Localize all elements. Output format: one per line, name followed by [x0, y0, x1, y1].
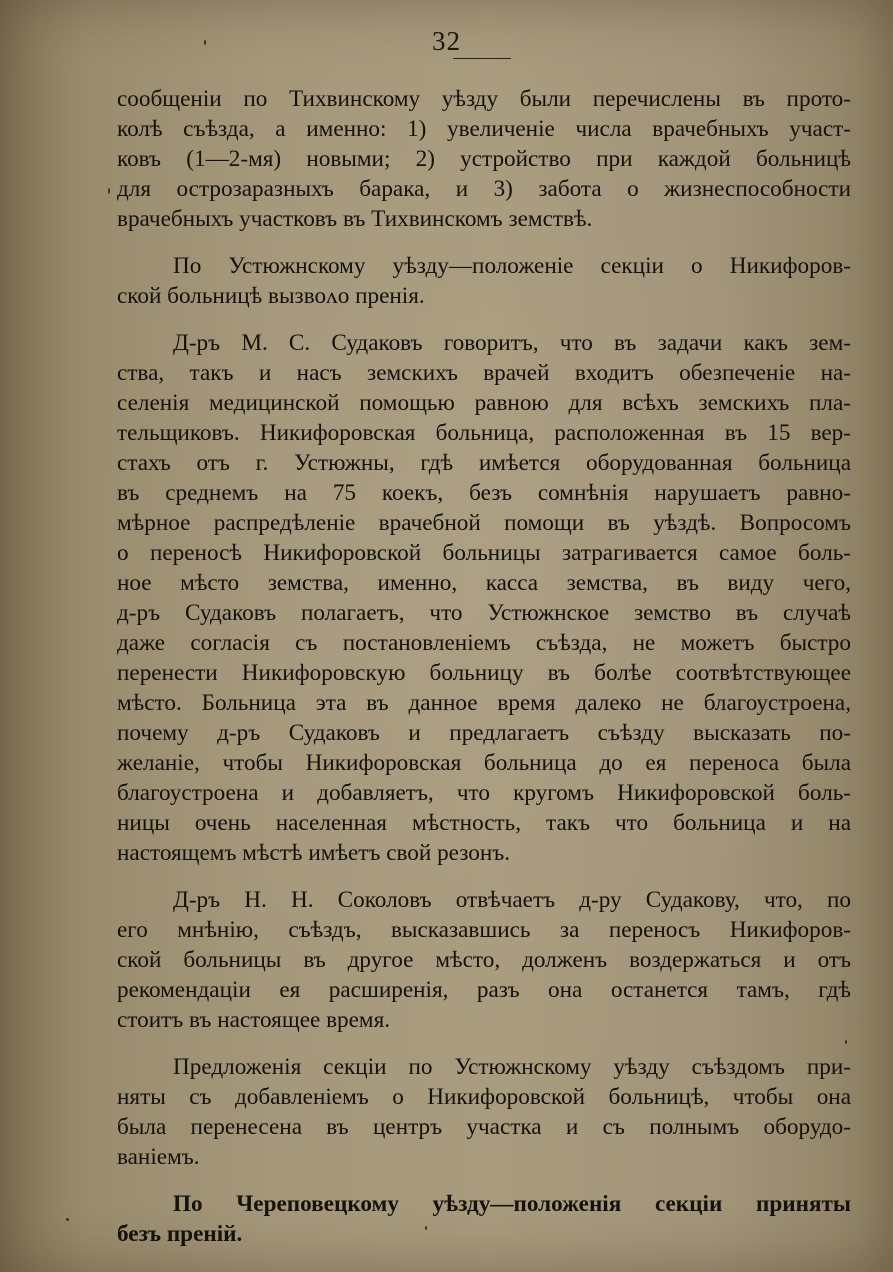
text-line: д-ръ Судаковъ полагаетъ, что Устюжнское земство въ случаѣ	[117, 600, 851, 626]
text-line: няты съ добавленіемъ о Никифоровской больницѣ, чтобы она	[117, 1084, 851, 1110]
text-line: ковъ (1—2-мя) новыми; 2) устройство при каждой больницѣ	[117, 146, 851, 172]
text-line: о переносѣ Никифоровской больницы затрагивается самое боль-	[117, 540, 851, 566]
text-line: настоящемъ мѣстѣ имѣетъ свой резонъ.	[117, 840, 511, 866]
text-line: почему д-ръ Судаковъ и предлагаетъ съѣзду высказать по-	[117, 720, 851, 746]
text-line: Д-ръ М. С. Судаковъ говоритъ, что въ задачи какъ зем-	[173, 330, 851, 356]
page-body	[117, 84, 851, 1249]
text-line: въ среднемъ на 75 коекъ, безъ сомнѣнія нарушаетъ равно-	[117, 480, 851, 506]
text-line: тельщиковъ. Никифоровская больница, расположенная въ 15 вер-	[117, 420, 851, 446]
text-line: рекомендаціи ея расширенія, разъ она останется тамъ, гдѣ	[117, 977, 851, 1003]
text-line: По Череповецкому уѣзду—положенія секціи приняты	[173, 1191, 851, 1217]
text-line: перенести Никифоровскую больницу въ болѣе соотвѣтствующее	[117, 660, 851, 686]
paper-speck	[845, 1040, 847, 1044]
text-line: мѣсто. Больница эта въ данное время далеко не благоустроена,	[117, 690, 851, 716]
page-number: 32	[432, 26, 461, 56]
text-line: была перенесена въ центръ участка и съ полнымъ оборудо-	[117, 1114, 851, 1140]
text-line: стоитъ въ настоящее время.	[117, 1007, 391, 1033]
paragraph-ustyuzhna-intro	[117, 251, 851, 311]
text-line: даже согласія съ постановленіемъ съѣзда, не можетъ быстро	[117, 630, 851, 656]
paper-speck	[66, 1218, 69, 1221]
text-line: стахъ отъ г. Устюжны, гдѣ имѣется оборудованная больница	[117, 450, 851, 476]
text-line: безъ преній.	[117, 1221, 243, 1247]
text-line: ваніемъ.	[117, 1144, 200, 1170]
text-line: его мнѣнію, съѣздъ, высказавшись за переносъ Никифоров-	[117, 917, 851, 943]
paragraph-sokolov	[117, 885, 851, 1035]
text-line: По Устюжнскому уѣзду—положеніе секціи о Никифоров-	[173, 253, 851, 279]
paragraph-cherepovets	[117, 1189, 851, 1249]
text-line: мѣрное распредѣленіе врачебной помощи въ уѣздѣ. Вопросомъ	[117, 510, 851, 536]
text-line: сообщеніи по Тихвинскому уѣзду были перечислены въ прото-	[117, 86, 851, 112]
text-line: благоустроена и добавляетъ, что кругомъ Никифоровской боль-	[117, 780, 851, 806]
text-line: желаніе, чтобы Никифоровская больница до ея переноса была	[117, 750, 851, 776]
paragraph-tikhvin	[117, 84, 851, 234]
text-line: колѣ съѣзда, а именно: 1) увеличеніе числа врачебныхъ участ-	[117, 116, 851, 142]
text-line: врачебныхъ участковъ въ Тихвинскомъ земствѣ.	[117, 206, 593, 232]
text-line: для острозаразныхъ барака, и 3) забота о жизнеспособности	[117, 176, 851, 202]
text-line: селенія медицинской помощью равною для всѣхъ земскихъ пла-	[117, 390, 851, 416]
text-line: ницы очень населенная мѣстность, такъ что больница и на	[117, 810, 851, 836]
paper-speck	[204, 40, 206, 45]
paragraph-resolution	[117, 1052, 851, 1172]
text-line: ской больницы въ другое мѣсто, долженъ воздержаться и отъ	[117, 947, 851, 973]
text-line: ства, такъ и насъ земскихъ врачей входитъ обезпеченіе на-	[117, 360, 851, 386]
page-number-rule	[453, 58, 511, 59]
paper-speck	[425, 1226, 427, 1230]
text-line: ное мѣсто земства, именно, касса земства, въ виду чего,	[117, 570, 851, 596]
paper-speck	[108, 188, 110, 194]
paragraph-sudakov	[117, 328, 851, 868]
text-line: Д-ръ Н. Н. Соколовъ отвѣчаетъ д-ру Судакову, что, по	[173, 887, 851, 913]
text-line: ской больницѣ вызвоʌо пренія.	[117, 283, 425, 309]
text-line: Предложенія секціи по Устюжнскому уѣзду съѣздомъ при-	[173, 1054, 851, 1080]
